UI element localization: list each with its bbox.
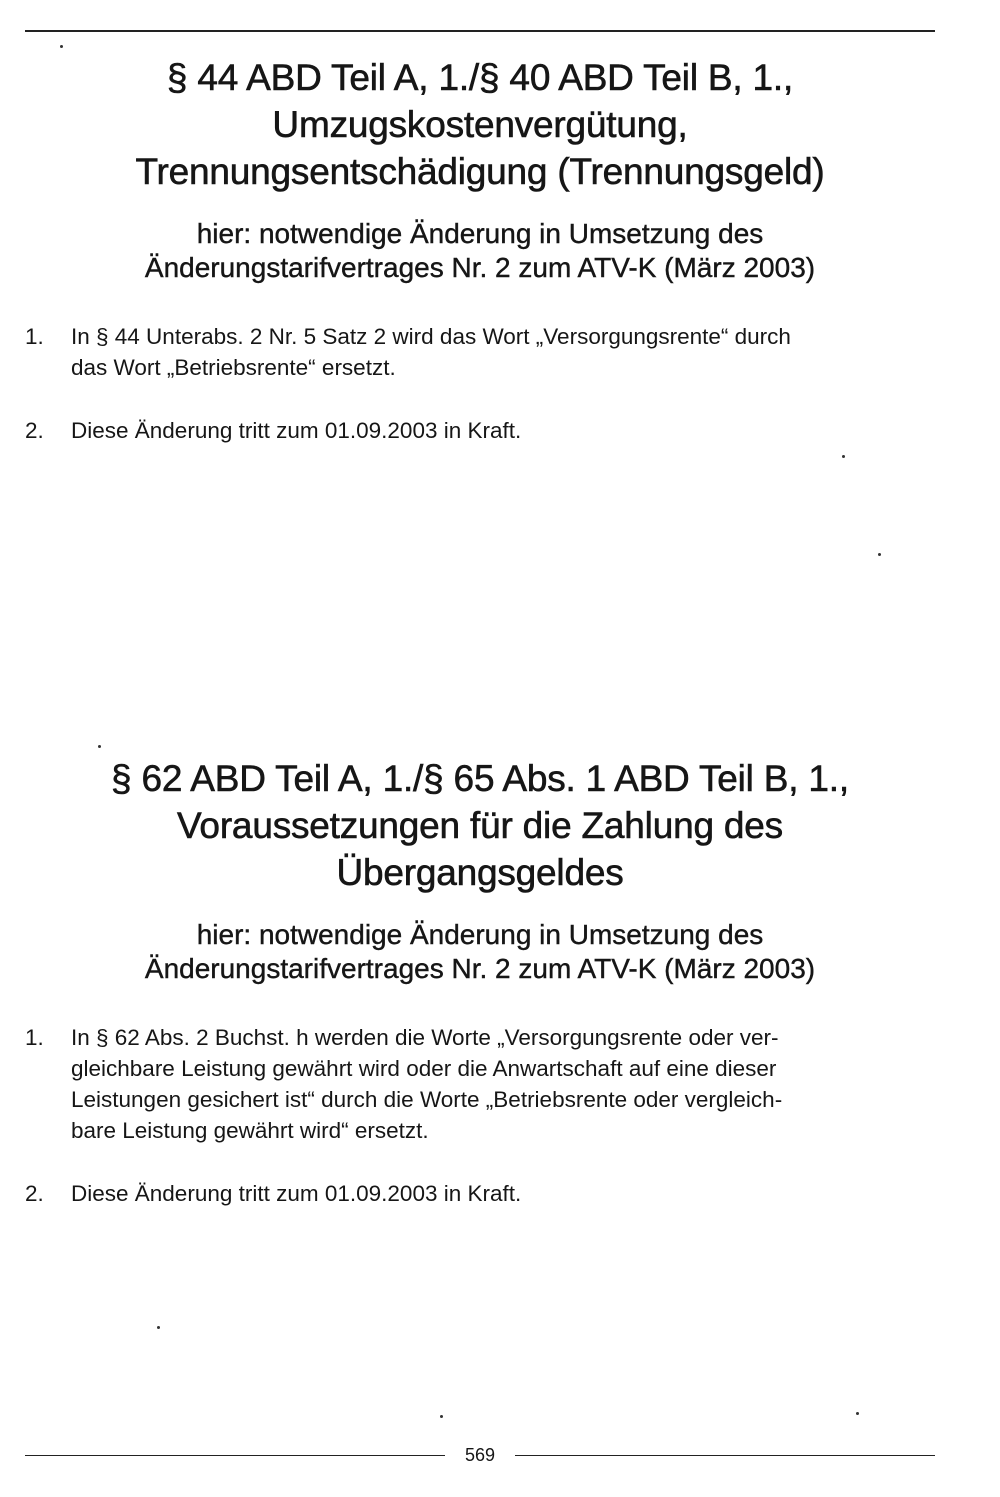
- scan-speck: [842, 455, 845, 458]
- item-text: [71, 1178, 935, 1209]
- subheading-line: hier: notwendige Änderung in Umsetzung des: [196, 919, 764, 950]
- heading-line: Umzugskostenvergütung,: [272, 104, 688, 145]
- scan-speck: [157, 1326, 160, 1329]
- footer-rule-left: [25, 1455, 445, 1456]
- top-rule: [25, 30, 935, 32]
- subheading-line: hier: notwendige Änderung in Umsetzung des: [196, 218, 764, 249]
- section-subheading: [25, 217, 935, 285]
- item-line: das Wort „Betriebsrente“ ersetzt.: [71, 355, 396, 380]
- item-line: In § 44 Unterabs. 2 Nr. 5 Satz 2 wird das Wort „Versorgungsrente“ durch: [71, 324, 791, 349]
- list-item: [25, 321, 935, 383]
- item-line: Diese Änderung tritt zum 01.09.2003 in Kraft.: [71, 1181, 522, 1206]
- page-footer: [25, 1440, 935, 1470]
- item-number: 2.: [25, 1181, 44, 1206]
- list-item: [25, 1022, 935, 1146]
- heading-line: § 44 ABD Teil A, 1./§ 40 ABD Teil B, 1.,: [166, 57, 794, 98]
- list-item: [25, 415, 935, 446]
- heading-line: Übergangsgeldes: [336, 852, 624, 893]
- section-heading: [25, 755, 935, 896]
- page-number: 569: [464, 1445, 496, 1465]
- item-line: gleichbare Leistung gewährt wird oder die Anwartschaft auf eine dieser: [71, 1056, 777, 1081]
- item-line: In § 62 Abs. 2 Buchst. h werden die Worte „Versorgungsrente oder ver-: [71, 1025, 779, 1050]
- item-text: [71, 321, 935, 383]
- item-line: Leistungen gesichert ist“ durch die Worte „Betriebsrente oder vergleich-: [71, 1087, 783, 1112]
- subheading-line: Änderungstarifvertrages Nr. 2 zum ATV-K (März 2003): [144, 953, 816, 984]
- heading-line: § 62 ABD Teil A, 1./§ 65 Abs. 1 ABD Teil B, 1.,: [111, 758, 849, 799]
- section-62-uebergangsgeld: [25, 755, 935, 1241]
- section-heading: [25, 54, 935, 195]
- item-line: Diese Änderung tritt zum 01.09.2003 in Kraft.: [71, 418, 522, 443]
- scan-speck: [60, 45, 63, 48]
- amendment-list: [25, 1022, 935, 1209]
- scan-speck: [98, 745, 101, 748]
- item-text: [71, 415, 935, 446]
- section-subheading: [25, 918, 935, 986]
- scan-speck: [440, 1415, 443, 1418]
- heading-line: Trennungsentschädigung (Trennungsgeld): [135, 151, 825, 192]
- subheading-line: Änderungstarifvertrages Nr. 2 zum ATV-K (März 2003): [144, 252, 816, 283]
- item-number: 1.: [25, 324, 44, 349]
- item-number: 1.: [25, 1025, 44, 1050]
- heading-line: Voraussetzungen für die Zahlung des: [177, 805, 783, 846]
- list-item: [25, 1178, 935, 1209]
- section-44-umzugskosten: [25, 54, 935, 478]
- item-text: [71, 1022, 935, 1146]
- item-number: 2.: [25, 418, 44, 443]
- footer-rule-right: [515, 1455, 935, 1456]
- item-line: bare Leistung gewährt wird“ ersetzt.: [71, 1118, 429, 1143]
- scan-speck: [878, 553, 881, 556]
- amendment-list: [25, 321, 935, 446]
- scan-speck: [856, 1412, 859, 1415]
